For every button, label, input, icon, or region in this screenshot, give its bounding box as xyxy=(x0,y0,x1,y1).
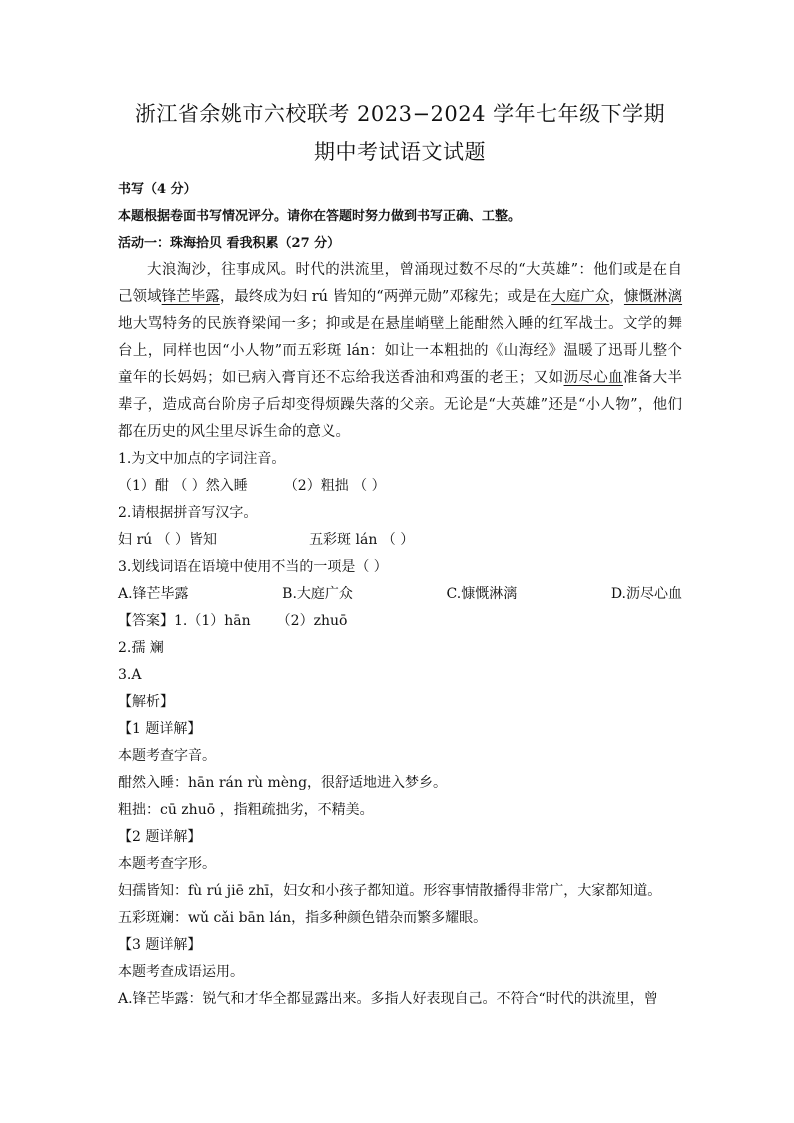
detail-1-line-1: 本题考查字音。 xyxy=(118,748,216,764)
option-d: D.沥尽心血 xyxy=(610,586,682,602)
answer-1b: （2）zhuō xyxy=(276,613,348,629)
underlined-term-4: 沥尽心血 xyxy=(563,370,623,386)
answer-label: 【答案】 xyxy=(118,613,174,629)
question-2-item-a: 妇 rú （ ）皆知 xyxy=(118,532,218,548)
detail-2-line-2: 妇孺皆知：fù rú jiē zhī，妇女和小孩子都知道。形容事情散播得非常广，大家都知道。 xyxy=(118,883,662,899)
detail-1-line-2: 酣然入睡：hān rán rù mèng，很舒适地进入梦乡。 xyxy=(118,775,448,791)
passage-text: ，最终成为妇 rú 皆知的“两弹元勋”邓稼先；或是在 xyxy=(219,289,552,305)
answer-line-3: 3.A xyxy=(118,667,142,683)
option-c: C.慷慨淋漓 xyxy=(446,586,518,602)
detail-3-heading: 【3 题详解】 xyxy=(118,937,202,953)
detail-2-heading: 【2 题详解】 xyxy=(118,829,202,845)
passage-text: 大浪淘沙，往事成风。时代的洪流里，曾涌现过数不尽的“大英雄”：他们或是在自己领域 xyxy=(118,262,682,305)
question-1-item-a: （1）酣 （ ）然入睡 xyxy=(118,478,248,494)
question-2-item-b: 五彩斑 lán （ ） xyxy=(309,532,415,548)
answer-line-1 xyxy=(118,608,682,635)
answer-1a: 1.（1）hān xyxy=(174,613,251,629)
underlined-term-3: 慷慨淋漓 xyxy=(623,289,683,305)
detail-2-line-3: 五彩斑斓：wǔ cǎi bān lán，指多种颜色错杂而繁多耀眼。 xyxy=(118,910,488,926)
detail-3-line-1: 本题考查成语运用。 xyxy=(118,964,244,980)
detail-2-line-1: 本题考查字形。 xyxy=(118,856,216,872)
detail-3-line-2: A.锋芒毕露：锐气和才华全都显露出来。多指人好表现自己。不符合“时代的洪流里，曾 xyxy=(118,991,658,1007)
question-2-items xyxy=(118,527,682,554)
passage-text: ， xyxy=(609,289,624,305)
question-1-item-b: （2）粗拙 （ ） xyxy=(283,478,386,494)
question-3-options xyxy=(118,581,682,608)
underlined-term-1: 锋芒毕露 xyxy=(161,289,220,305)
document-title-line2: 期中考试语文试题 xyxy=(314,140,486,164)
writing-description: 本题根据卷面书写情况评分。请你在答题时努力做到书写正确、工整。 xyxy=(118,209,522,224)
document-title-line1: 浙江省余姚市六校联考 2023−2024 学年七年级下学期 xyxy=(134,102,666,126)
question-1-items xyxy=(118,473,682,500)
detail-1-heading: 【1 题详解】 xyxy=(118,721,202,737)
option-b: B.大庭广众 xyxy=(282,586,353,602)
question-3: 3.划线词语在语境中使用不当的一项是（ ） xyxy=(118,559,388,575)
detail-1-line-3: 粗拙：cū zhuō ，指粗疏拙劣，不精美。 xyxy=(118,802,374,818)
underlined-term-2: 大庭广众 xyxy=(551,289,610,305)
writing-heading: 书写（4 分） xyxy=(118,182,197,197)
answer-line-2: 2.孺 斓 xyxy=(118,640,164,656)
passage-text: 地大骂特务的民族脊梁闻一多；抑或是在悬崖峭壁上能酣然入睡的红军战士。文学的舞台上，同样也因“小人物”而五彩斑 lán：如让一本粗拙的《山海经》温暖了迅哥儿整个童年的长妈妈；如已病入膏肓还不忘给我送香油和鸡蛋的老王；又如 xyxy=(118,316,682,386)
question-2: 2.请根据拼音写汉字。 xyxy=(118,505,258,521)
activity1-heading: 活动一：珠海拾贝 看我积累（27 分） xyxy=(118,236,341,251)
passage-text: 准备大半辈子，造成高台阶房子后却变得烦躁失落的父亲。无论是“大英雄”还是“小人物”，他们都在历史的风尘里尽诉生命的意义。 xyxy=(118,370,683,440)
question-1: 1.为文中加点的字词注音。 xyxy=(118,451,286,467)
passage-paragraph xyxy=(118,257,682,446)
option-a: A.锋芒毕露 xyxy=(118,586,189,602)
analysis-heading: 【解析】 xyxy=(118,694,174,710)
